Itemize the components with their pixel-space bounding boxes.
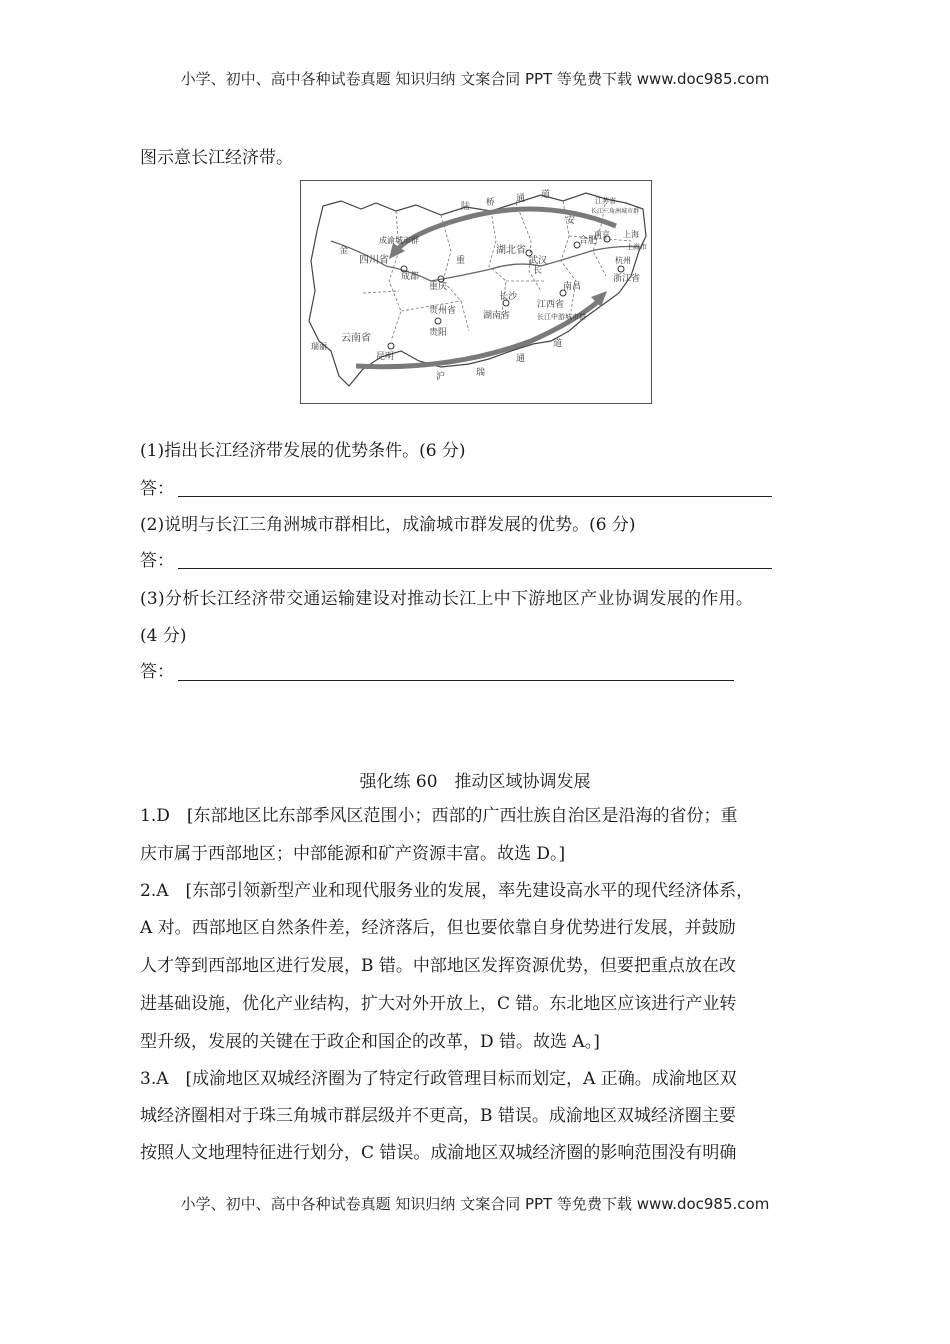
page-footer: 小学、初中、高中各种试卷真题 知识归纳 文案合同 PPT 等免费下载 www.doc985.com	[180, 1195, 770, 1213]
map-figure	[301, 181, 651, 403]
answer-line: A 对。西部地区自然条件差，经济落后，但也要依靠自身优势进行发展，并鼓励	[140, 918, 736, 938]
label-delta: 长江三角洲城市群	[591, 208, 640, 215]
answer-line: 型升级，发展的关键在于政企和国企的改革，D 错。故选 A。]	[140, 1032, 600, 1052]
label-nanjing: 南京	[594, 230, 610, 239]
label-mid-cluster: 长江中游城市群	[537, 313, 586, 321]
guiyang-marker	[435, 318, 441, 324]
label-north-channel-3: 通	[516, 194, 526, 204]
question-3-score: (4 分)	[140, 626, 187, 646]
answer-label-3: 答：	[140, 662, 174, 682]
label-shanghai: 上海	[623, 230, 639, 239]
answer-line: 按照人文地理特征进行划分，C 错误。成渝地区双城经济圈的影响范围没有明确	[140, 1143, 737, 1163]
answer-line: 2.A [东部引领新型产业和现代服务业的发展，率先建设高水平的现代经济体系，	[140, 881, 754, 901]
label-south-channel-4: 道	[553, 339, 563, 349]
map-intro: 图示意长江经济带。	[140, 148, 293, 168]
label-chongqing: 重庆	[429, 282, 448, 292]
label-anhui: 安	[566, 216, 576, 226]
answer-blank-1[interactable]	[178, 496, 772, 497]
label-guiyang: 贵阳	[429, 328, 448, 338]
label-chengyu: 成渝城市群	[379, 236, 419, 245]
label-guizhou: 贵州省	[429, 306, 457, 316]
label-zhejiang: 浙江省	[613, 274, 641, 284]
question-2: (2)说明与长江三角洲城市群相比，成渝城市群发展的优势。(6 分)	[140, 515, 636, 535]
label-shanghai-city: 上海市	[626, 243, 647, 251]
question-1: (1)指出长江经济带发展的优势条件。(6 分)	[140, 441, 466, 461]
label-hangzhou: 杭州	[615, 256, 631, 265]
label-chang-short: 长	[533, 266, 543, 276]
label-south-channel-1: 沪	[436, 372, 446, 382]
label-chongqing-short: 重	[456, 256, 466, 266]
label-north-channel-2: 桥	[486, 198, 496, 208]
label-changsha: 长沙	[499, 292, 518, 302]
label-north-channel-4: 道	[541, 190, 551, 200]
section-title: 强化练 60 推动区域协调发展	[359, 772, 591, 792]
kunming-marker	[388, 343, 394, 349]
label-hefei: 合肥	[579, 236, 598, 246]
answer-line: 进基础设施，优化产业结构，扩大对外开放上，C 错。东北地区应该进行产业转	[140, 994, 737, 1014]
label-kunming: 昆明	[376, 352, 395, 362]
label-nanchang: 南昌	[563, 282, 582, 292]
answer-label-1: 答：	[140, 479, 174, 499]
label-chengdu: 成都	[401, 272, 420, 282]
answer-label-2: 答：	[140, 551, 174, 571]
hangzhou-marker	[618, 266, 624, 272]
answer-line: 人才等到西部地区进行发展，B 错。中部地区发挥资源优势，但要把重点放在改	[140, 956, 736, 976]
label-south-channel-3: 通	[516, 354, 526, 364]
label-jiangxi: 江西省	[537, 300, 565, 310]
label-sichuan: 四川省	[359, 255, 389, 266]
label-hubei: 湖北省	[496, 245, 526, 256]
page-header: 小学、初中、高中各种试卷真题 知识归纳 文案合同 PPT 等免费下载 www.doc985.com	[180, 70, 770, 88]
label-south-channel-2: 瑞	[476, 368, 486, 378]
label-jiangsu: 江苏省	[595, 197, 616, 205]
answer-line: 1.D [东部地区比东部季风区范围小；西部的广西壮族自治区是沿海的省份；重	[140, 806, 738, 826]
label-jin: 金	[339, 246, 349, 256]
answer-line: 城经济圈相对于珠三角城市群层级并不更高，B 错误。成渝地区双城经济圈主要	[140, 1106, 736, 1126]
answer-blank-2[interactable]	[178, 568, 772, 569]
answer-blank-3[interactable]	[178, 680, 734, 681]
answer-line: 庆市属于西部地区；中部能源和矿产资源丰富。故选 D。]	[140, 844, 566, 864]
label-ruili: 瑞丽	[311, 342, 327, 351]
label-yunnan: 云南省	[341, 333, 371, 344]
label-wuhan: 武汉	[529, 256, 548, 266]
label-north-channel-1: 陆	[461, 202, 471, 212]
yangtze-economic-belt-map	[300, 180, 652, 404]
answer-line: 3.A [成渝地区双城经济圈为了特定行政管理目标而划定，A 正确。成渝地区双	[140, 1069, 737, 1089]
question-3: (3)分析长江经济带交通运输建设对推动长江上中下游地区产业协调发展的作用。	[140, 589, 754, 609]
label-hunan: 湖南省	[483, 311, 511, 321]
